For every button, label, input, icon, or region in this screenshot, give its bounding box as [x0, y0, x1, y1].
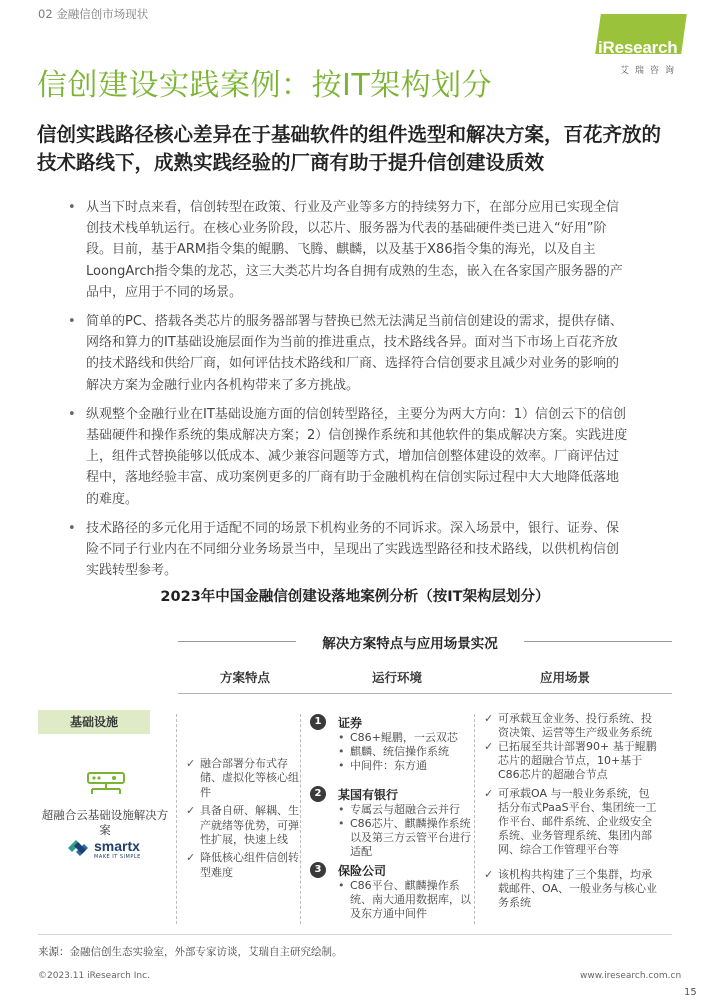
column-rule — [178, 693, 672, 694]
source-note: 来源：金融信创生态实验室，外部专家访谈，艾瑞自主研究绘制。 — [38, 946, 343, 958]
website-url: www.iresearch.com.cn — [580, 971, 682, 981]
column-header-scenario: 应用场景 — [539, 670, 590, 685]
smartx-logo-icon — [66, 838, 90, 858]
column-header-features: 方案特点 — [219, 670, 270, 685]
environment-item: • C86+鲲鹏，一云双芯 — [336, 731, 476, 745]
figure-title: 2023年中国金融信创建设落地案例分析（按IT架构层划分） — [160, 589, 550, 605]
environment-items — [336, 879, 476, 921]
page-title: 信创建设实践案例：按IT架构划分 — [37, 68, 493, 103]
environment-name: 证券 — [338, 716, 363, 730]
bullet-item: • 技术路径的多元化用于适配不同的场景下机构业务的不同诉求。深入场景中，银行、证券、保险不同子行业内在不同细分业务场景当中，呈现出了实践选型路径和技术路线，以供机构信创实践转型参考。 — [68, 518, 628, 582]
column-header-environment: 运行环境 — [371, 670, 422, 685]
feature-list — [186, 757, 304, 881]
number-badge-icon: 3 — [310, 862, 326, 878]
page-subtitle: 信创实践路径核心差异在于基础软件的组件选型和解决方案，百花齐放的技术路线下，成熟实践经验的厂商有助于提升信创建设质效 — [37, 123, 662, 174]
row-label-badge: 基础设施 — [38, 710, 150, 734]
bullet-item: • 简单的PC、搭载各类芯片的服务器部署与替换已然无法满足当前信创建设的需求，提供存储、网络和算力的IT基础设施层面作为当前的推进重点，技术路线各异。面对当下市场上百花齐放的技术路线和供给厂商，如何评估技术路线和厂商、选择符合信创要求且减少对业务的影响的解决方案为金融行业内各机构带来了多方挑战。 — [68, 311, 628, 396]
environment-item: • C86芯片、麒麟操作系统以及第三方云管平台进行适配 — [336, 817, 476, 859]
feature-item: ✓ 融合部署分布式存储、虚拟化等核心组件 — [186, 757, 304, 800]
bullet-item: • 从当下时点来看，信创转型在政策、行业及产业等多方的持续努力下，在部分应用已实现全信创技术栈单轨运行。在核心业务阶段，以芯片、服务器为代表的基础硬件类已进入“好用”阶段。目前，基于ARM指令集的鲲鹏、飞腾、麒麟，以及基于X86指令集的海光，以及自主LoongArch指令集的龙芯，这三大类芯片均各自拥有成熟的生态，嵌入在各家国产服务器的产品中，应用于不同的场景。 — [68, 197, 628, 303]
solution-label: 超融合云基础设施解决方案 — [41, 808, 169, 837]
feature-item: ✓ 具备自研、解耦、生产就绪等优势，可弹性扩展，快速上线 — [186, 804, 304, 847]
application-item: ✓ 可承载OA 与一般业务系统，包括分布式PaaS平台、集团统一工作平台、邮件系统、企业级安全系统、业务管理系统、集团内部网、综合工作管理平台等 — [484, 787, 660, 857]
logo-i: i — [598, 38, 603, 57]
logo-subtitle: 艾瑞咨询 — [620, 66, 681, 76]
bullet-list — [68, 197, 628, 589]
feature-item: ✓ 降低核心组件信创转型难度 — [186, 851, 304, 880]
figure-header: 解决方案特点与应用场景实况 — [322, 636, 498, 652]
number-badge-icon: 1 — [310, 714, 326, 730]
page-number: 15 — [684, 987, 697, 998]
application-item: ✓ 可承载互金业务、投行系统、投资决策、运营等生产级业务系统 — [484, 712, 660, 740]
application-list — [484, 712, 660, 782]
application-list — [484, 787, 660, 857]
bullet-item: • 纵观整个金融行业在IT基础设施方面的信创转型路径，主要分为两大方向：1）信创云下的信创基础硬件和操作系统的集成解决方案；2）信创操作系统和其他软件的集成解决方案。实践进度上，组件式替换能够以低成本、减少兼容问题等方式，增加信创整体建设的效率。厂商评估过程中，落地经验丰富、成功案例更多的厂商有助于金融机构在信创实际过程中大大地降低落地的难度。 — [68, 404, 628, 510]
header-divider-right — [524, 641, 672, 642]
logo-text — [598, 38, 677, 58]
environment-item: • C86平台、麒麟操作系统、南大通用数据库，以及东方通中间件 — [336, 879, 476, 921]
environment-name: 保险公司 — [338, 864, 387, 878]
footer-rule — [38, 934, 672, 935]
header-divider-left — [178, 641, 296, 642]
section-label: 02 金融信创市场现状 — [38, 7, 149, 21]
number-badge-icon: 2 — [310, 786, 326, 802]
environment-name: 某国有银行 — [338, 788, 399, 802]
environment-item: • 麒麟、统信操作系统 — [336, 745, 476, 759]
vertical-divider — [176, 714, 177, 924]
application-item: ✓ 该机构共构建了三个集群，均承载邮件、OA、一般业务与核心业务系统 — [484, 868, 660, 910]
environment-items — [336, 803, 476, 859]
vendor-tagline: MAKE IT SIMPLE — [94, 854, 141, 860]
environment-items — [336, 731, 476, 773]
environment-item: • 专属云与超融合云并行 — [336, 803, 476, 817]
application-list — [484, 868, 660, 910]
server-network-icon — [84, 767, 128, 797]
vendor-name: smartx — [94, 838, 140, 854]
logo-research: Research — [602, 38, 678, 57]
environment-item: • 中间件：东方通 — [336, 759, 476, 773]
copyright: ©2023.11 iResearch Inc. — [38, 971, 150, 981]
application-item: ✓ 已拓展至共计部署90+ 基于鲲鹏芯片的超融合节点，10+基于C86芯片的超融合节点 — [484, 740, 660, 782]
